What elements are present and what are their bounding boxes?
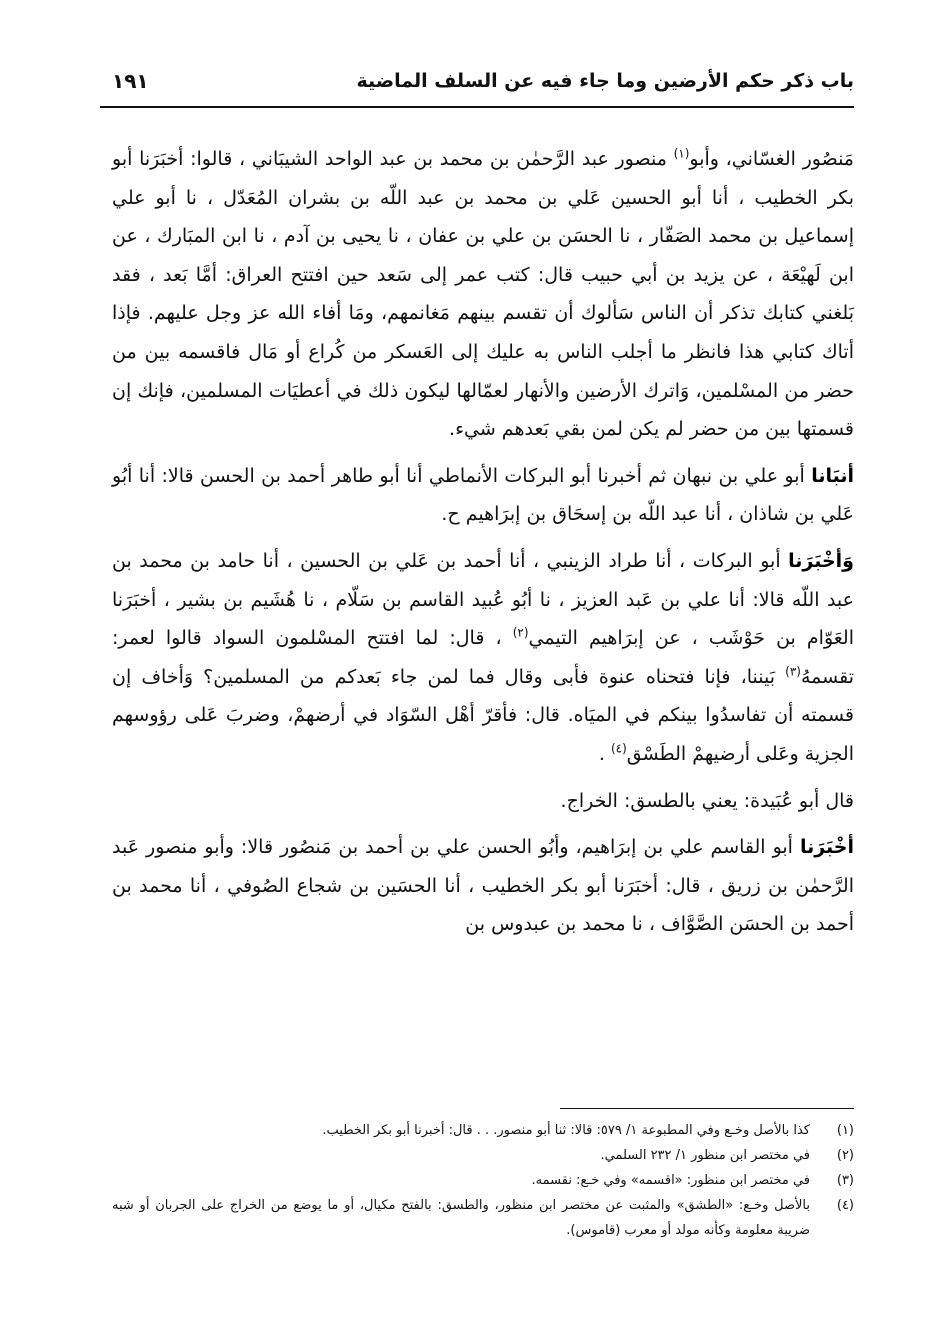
paragraph-5 xyxy=(112,828,854,944)
paragraph-3-text-b: ، قال: لما افتتح المسْلمون السواد قالوا لعمر: تقسمهُ xyxy=(112,627,854,688)
footnote-separator xyxy=(560,1108,854,1109)
paragraph-2 xyxy=(112,457,854,534)
paragraph-1-text-b: منصور عبد الرَّحمٰن بن محمد بن عبد الواحد الشيبَاني ، قالوا: أخبَرَنا أبو بكر الخطيب ، أنا أبو الحسين عَلي بن محمد بن عبد اللّه بن بشران المُعَدّل ، نا أبو علي إسماعيل بن محمد الصَفّار ، نا الحسَن بن علي بن عفان ، نا يحيى بن آدم ، نا ابن المبَارك ، عن ابن لَهيْعَة ، عن يزيد بن أبي حبيب قال: كتب عمر إلى سَعد حين افتتح العراق: أمَّا بَعد ، فقد بَلغني كتابك تذكر أن الناس سَألوك أن تقسم بينهم مَغانمهم، ومَا أفاء الله عز وجل عليهم. فإذا أتاك كتابي هذا فانظر ما أجلب الناس به عليك إلى العَسكر من كُراع أو مَال فاقسمه بين من حضر من المسْلمين، وَاترك الأرضين والأنهار لعمّالها ليكون ذلك في أعطيَات المسلمين، فإنك إن قسمتها بين من حضر لم يكن لمن بقي بَعدهم شيء. xyxy=(112,148,854,441)
paragraph-5-lead: أخْبَرَنا xyxy=(799,836,854,859)
footnote-number: (٤) xyxy=(836,1198,854,1213)
paragraph-4 xyxy=(112,782,854,821)
paragraph-1 xyxy=(112,140,854,449)
footnote-4 xyxy=(112,1193,854,1243)
paragraph-5-text: أبو القاسم علي بن إبرَاهيم، وأبُو الحسن علي بن أحمد بن مَنصُور قالا: وأبو منصور عَبد الرَّحمٰن بن زريق ، قال: أخبَرَنا أبو بكر الخطيب ، أنا الحسَين بن شجاع الصُوفي ، أنا محمد بن أحمد بن الحسَن الصَّوَّاف ، نا محمد بن عبدوس بن xyxy=(112,836,854,936)
running-title: باب ذكر حكم الأرضين وما جاء فيه عن السلف الماضية xyxy=(356,70,854,92)
paragraph-2-lead: أنبَانا xyxy=(811,464,854,487)
footnote-text: في مختصر ابن منظور: «اقسمه» وفي خـع: نقسمه. xyxy=(531,1173,810,1188)
paragraph-3-text-a: أبو البركات ، أنا طراد الزينبي ، أنا أحمد بن عَلي بن الحسين ، أنا حامد بن محمد بن عبد اللّه قالا: أنا علي بن عَبد العزيز ، نا أبُو عُبيد القاسم بن سَلّام ، نا هُشَيم بن بشير ، أخبَرَنا العَوّام بن حَوْشَب ، عن إبرَاهيم التيمي xyxy=(112,549,854,650)
footnotes xyxy=(112,1118,854,1243)
footnote-3 xyxy=(112,1168,854,1193)
footnote-ref-1: (١) xyxy=(673,146,690,161)
paragraph-1-text-a: مَنصُور الغسّاني، وأبو xyxy=(689,148,854,170)
footnote-number: (١) xyxy=(836,1123,854,1138)
footnote-text: كذا بالأصل وخـع وفي المطبوعة ١/ ٥٧٩: قالا: ثنا أبو منصور. . . قال: أخبرنا أبو بكر الخطيب. xyxy=(322,1123,810,1138)
paragraph-3-lead: وَأخْبَرَنا xyxy=(788,549,854,572)
page-header xyxy=(112,58,854,104)
paragraph-3-text-d: . xyxy=(598,742,611,765)
page-number: ١٩١ xyxy=(112,69,149,93)
footnote-1 xyxy=(112,1118,854,1143)
footnote-ref-4: (٤) xyxy=(610,741,627,756)
footnote-2 xyxy=(112,1143,854,1168)
paragraph-4-text: قال أبو عُبَيدة: يعني بالطسق: الخراج. xyxy=(560,789,854,812)
header-rule xyxy=(100,106,854,108)
paragraph-3-text-c: بَيننا، فإنا فتحناه عنوة فأبى وقال فما لمن جاء بَعدكم من المسلمين؟ وَأخاف إن قسمته أن تفاسدُوا بينكم في الميَاه. قال: فأقرّ أهْل السّوَاد في أرضهمْ، وضربَ عَلى رؤوسهم الجزية وعَلى أرضيهمْ الطَسْق xyxy=(112,665,854,765)
footnote-text: بالأصل وخـع: «الطشق» والمثبت عن مختصر ابن منظور، والطسق: بالفتح مكيال، أو ما يوضع من الخراج على الجربان أو شبه ضريبة معلومة وكأنه مولد أو معرب (قاموس). xyxy=(112,1198,810,1238)
footnote-ref-2: (٢) xyxy=(512,625,529,640)
footnote-number: (٢) xyxy=(836,1148,854,1163)
paragraph-3 xyxy=(112,542,854,774)
main-text xyxy=(112,140,854,944)
paragraph-2-text: أبو علي بن نبهان ثم أخبرنا أبو البركات الأنماطي أنا أبو طاهر أحمد بن الحسن قالا: أنا أبُو عَلي بن شاذان ، أنا عبد اللّه بن إسحَاق بن إبرَاهيم ح. xyxy=(112,464,854,526)
footnote-text: في مختصر ابن منظور ١/ ٢٣٢ السلمي. xyxy=(600,1148,810,1163)
footnote-number: (٣) xyxy=(836,1173,854,1188)
footnote-ref-3: (٣) xyxy=(785,664,801,679)
